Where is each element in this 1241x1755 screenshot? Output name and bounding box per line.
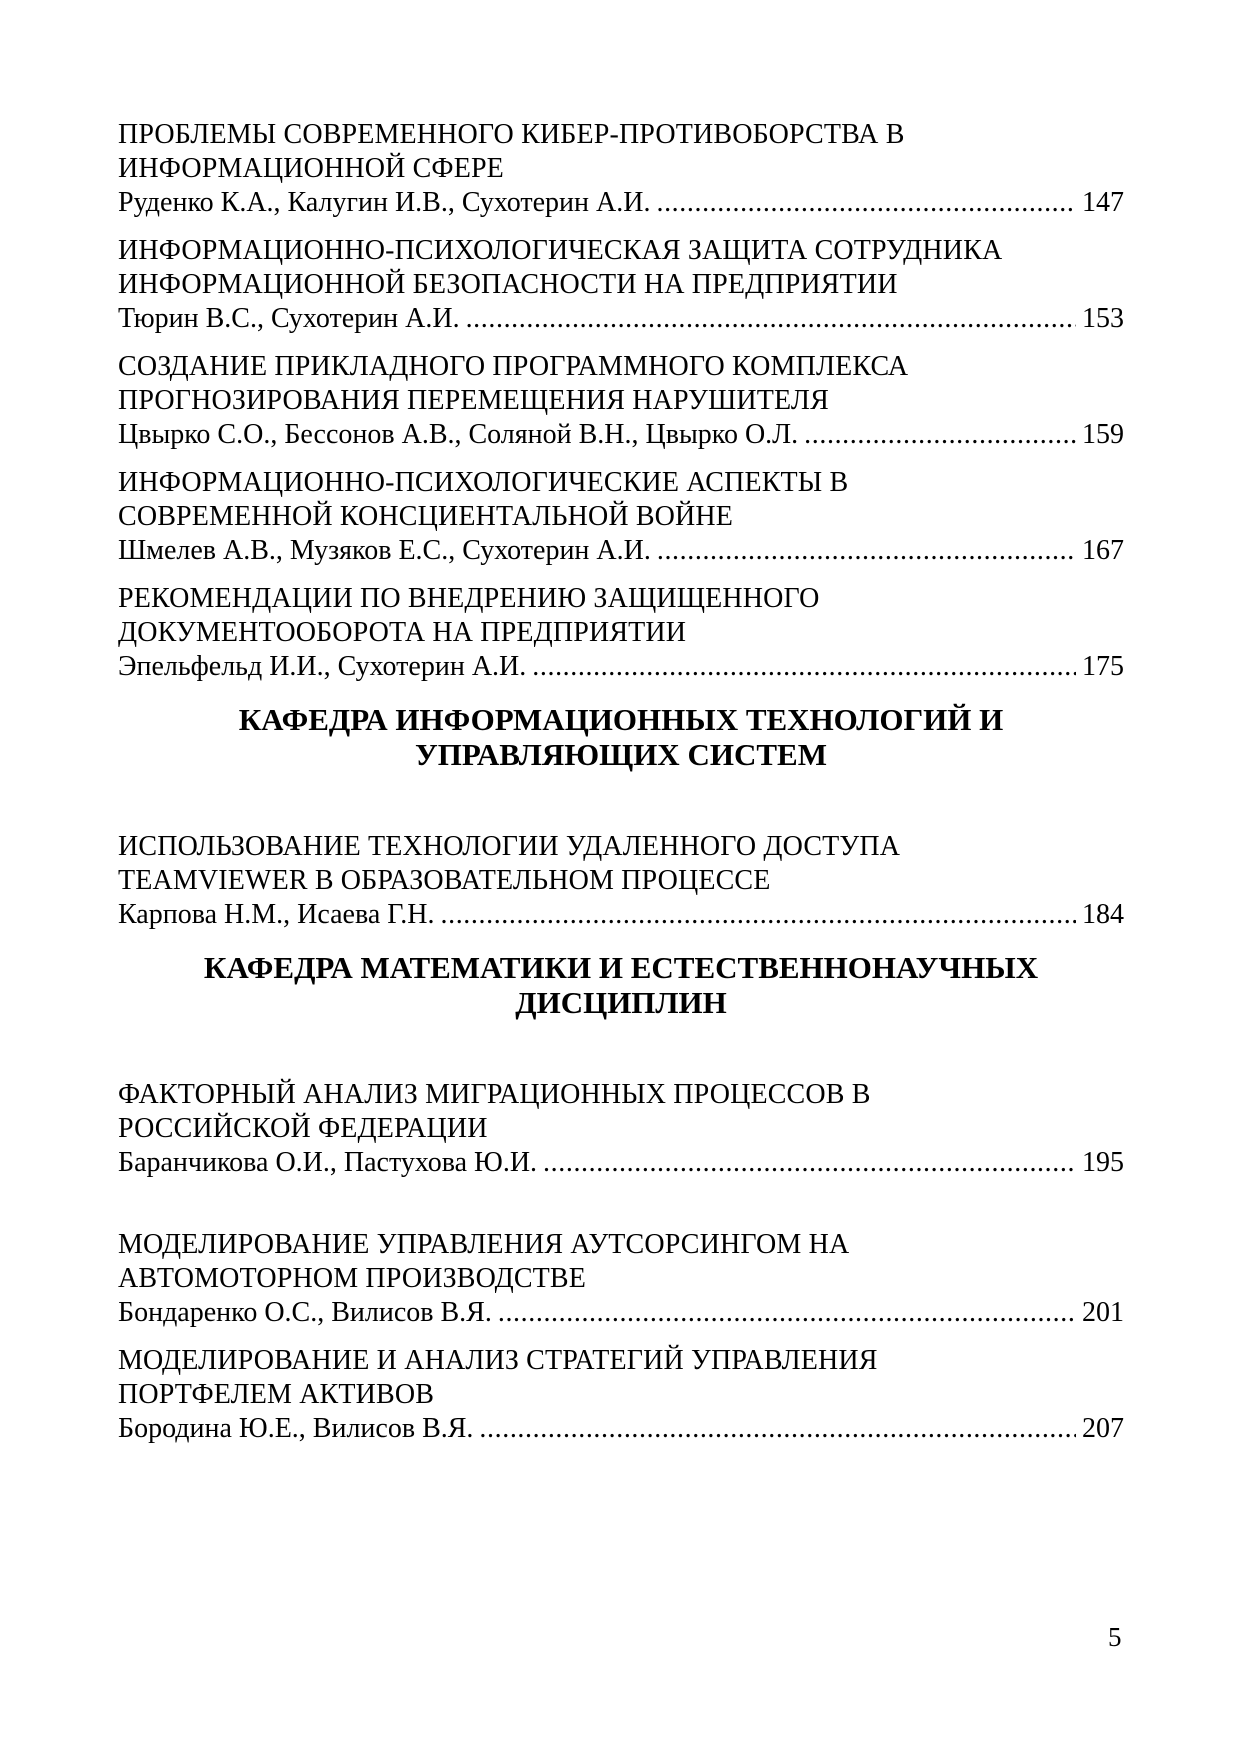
entry-page-number: 207 (1082, 1413, 1124, 1444)
entry-authors: Бородина Ю.Е., Вилисов В.Я. (118, 1413, 474, 1444)
section-heading (118, 702, 1124, 772)
entry-title-line: ИНФОРМАЦИОННО-ПСИХОЛОГИЧЕСКАЯ ЗАЩИТА СОТРУДНИКА (118, 235, 1003, 266)
entry-page-number: 153 (1082, 303, 1124, 334)
toc-entry[interactable] (118, 118, 1124, 220)
entry-author-line (118, 302, 1124, 336)
entry-title-line: ИНФОРМАЦИОННОЙ БЕЗОПАСНОСТИ НА ПРЕДПРИЯТИИ (118, 269, 898, 300)
entry-authors: Руденко К.А., Калугин И.В., Сухотерин А.И. (118, 187, 651, 218)
dot-leader (479, 1412, 1076, 1446)
toc-entry[interactable] (118, 234, 1124, 336)
entry-page-number: 159 (1082, 419, 1124, 450)
entry-title-line: СОВРЕМЕННОЙ КОНСЦИЕНТАЛЬНОЙ ВОЙНЕ (118, 501, 734, 532)
dot-leader (804, 418, 1076, 452)
entry-author-line (118, 186, 1124, 220)
entry-title-line: СОЗДАНИЕ ПРИКЛАДНОГО ПРОГРАММНОГО КОМПЛЕКСА (118, 351, 909, 382)
entry-title-line: TEAMVIEWER В ОБРАЗОВАТЕЛЬНОМ ПРОЦЕССЕ (118, 865, 771, 896)
table-of-contents (118, 118, 1124, 1446)
dot-leader (657, 534, 1076, 568)
entry-page-number: 147 (1082, 187, 1124, 218)
toc-entry[interactable] (118, 1078, 1124, 1180)
entry-page-number: 195 (1082, 1147, 1124, 1178)
entry-title-line: ПОРТФЕЛЕМ АКТИВОВ (118, 1379, 435, 1410)
entry-authors: Цвырко С.О., Бессонов А.В., Соляной В.Н., Цвырко О.Л. (118, 419, 799, 450)
entry-author-line (118, 534, 1124, 568)
entry-page-number: 175 (1082, 651, 1124, 682)
entry-title-line: РОССИЙСКОЙ ФЕДЕРАЦИИ (118, 1113, 488, 1144)
page-number: 5 (1108, 1622, 1122, 1652)
entry-authors: Карпова Н.М., Исаева Г.Н. (118, 899, 435, 930)
section-heading-line: ДИСЦИПЛИН (515, 985, 727, 1020)
section-heading-line: КАФЕДРА ИНФОРМАЦИОННЫХ ТЕХНОЛОГИЙ И (238, 702, 1004, 737)
entry-title-line: ИСПОЛЬЗОВАНИЕ ТЕХНОЛОГИИ УДАЛЕННОГО ДОСТУПА (118, 831, 901, 862)
entry-title-line: ДОКУМЕНТООБОРОТА НА ПРЕДПРИЯТИИ (118, 617, 687, 648)
entry-title-line: ФАКТОРНЫЙ АНАЛИЗ МИГРАЦИОННЫХ ПРОЦЕССОВ В (118, 1079, 871, 1110)
dot-leader (543, 1146, 1076, 1180)
toc-entry[interactable] (118, 582, 1124, 684)
entry-authors: Бондаренко О.С., Вилисов В.Я. (118, 1297, 492, 1328)
toc-entry[interactable] (118, 830, 1124, 932)
entry-authors: Баранчикова О.И., Пастухова Ю.И. (118, 1147, 538, 1178)
entry-title-line: ПРОБЛЕМЫ СОВРЕМЕННОГО КИБЕР-ПРОТИВОБОРСТВА В (118, 119, 905, 150)
entry-author-line (118, 1296, 1124, 1330)
dot-leader (441, 898, 1077, 932)
section-heading-line: УПРАВЛЯЮЩИХ СИСТЕМ (415, 737, 827, 772)
entry-author-line (118, 418, 1124, 452)
entry-title-line: ИНФОРМАЦИОННОЙ СФЕРЕ (118, 153, 504, 184)
entry-authors: Шмелев А.В., Музяков Е.С., Сухотерин А.И. (118, 535, 651, 566)
entry-author-line (118, 898, 1124, 932)
entry-title-line: МОДЕЛИРОВАНИЕ И АНАЛИЗ СТРАТЕГИЙ УПРАВЛЕНИЯ (118, 1345, 878, 1376)
toc-entry[interactable] (118, 1228, 1124, 1330)
entry-title-line: ИНФОРМАЦИОННО-ПСИХОЛОГИЧЕСКИЕ АСПЕКТЫ В (118, 467, 849, 498)
entry-title-line: ПРОГНОЗИРОВАНИЯ ПЕРЕМЕЩЕНИЯ НАРУШИТЕЛЯ (118, 385, 829, 416)
entry-author-line (118, 1412, 1124, 1446)
toc-entry[interactable] (118, 1344, 1124, 1446)
entry-page-number: 201 (1082, 1297, 1124, 1328)
entry-author-line (118, 1146, 1124, 1180)
entry-page-number: 184 (1082, 899, 1124, 930)
entry-authors: Тюрин В.С., Сухотерин А.И. (118, 303, 460, 334)
dot-leader (498, 1296, 1076, 1330)
entry-title-line: РЕКОМЕНДАЦИИ ПО ВНЕДРЕНИЮ ЗАЩИЩЕННОГО (118, 583, 820, 614)
entry-title-line: МОДЕЛИРОВАНИЕ УПРАВЛЕНИЯ АУТСОРСИНГОМ НА (118, 1229, 850, 1260)
dot-leader (466, 302, 1076, 336)
toc-entry[interactable] (118, 466, 1124, 568)
entry-author-line (118, 650, 1124, 684)
entry-page-number: 167 (1082, 535, 1124, 566)
section-heading (118, 950, 1124, 1020)
dot-leader (656, 186, 1076, 220)
toc-entry[interactable] (118, 350, 1124, 452)
entry-authors: Эпельфельд И.И., Сухотерин А.И. (118, 651, 527, 682)
dot-leader (532, 650, 1076, 684)
entry-title-line: АВТОМОТОРНОМ ПРОИЗВОДСТВЕ (118, 1263, 586, 1294)
section-heading-line: КАФЕДРА МАТЕМАТИКИ И ЕСТЕСТВЕННОНАУЧНЫХ (203, 950, 1039, 985)
